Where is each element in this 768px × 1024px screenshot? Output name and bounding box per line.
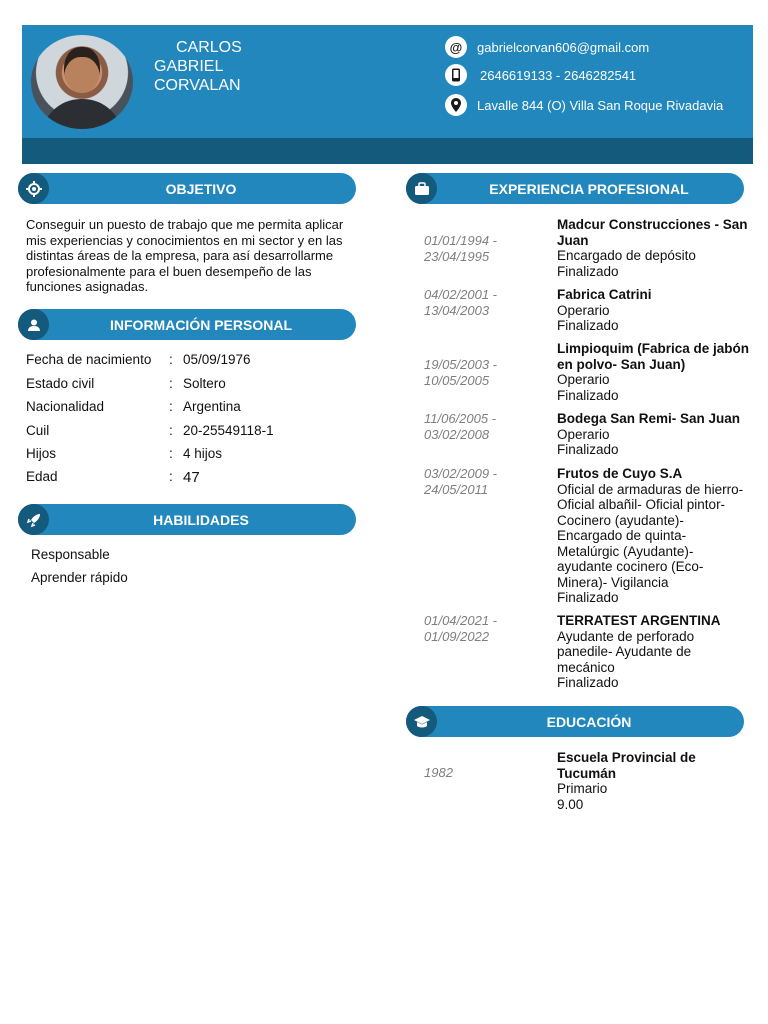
personal-row bbox=[26, 399, 241, 414]
experience-role: Ayudante de perforado panedile- Ayudante de mecánico bbox=[557, 628, 695, 675]
graduation-cap-icon bbox=[406, 706, 437, 737]
experience-entry bbox=[557, 466, 745, 606]
experience-date: 03/02/2009 - 24/05/2011 bbox=[424, 466, 498, 497]
experience-company: Madcur Construcciones - San Juan bbox=[557, 217, 748, 248]
full-name bbox=[154, 38, 274, 95]
personal-colon: : bbox=[169, 376, 173, 391]
personal-value: 20-25549118-1 bbox=[183, 423, 274, 438]
contact-email[interactable] bbox=[445, 36, 649, 58]
experience-status: Finalizado bbox=[557, 387, 619, 403]
skills-title: HABILIDADES bbox=[153, 511, 249, 528]
experience-role: Operario bbox=[557, 426, 610, 442]
personal-label: Cuil bbox=[26, 423, 50, 438]
experience-company: Limpioquim (Fabrica de jabón en polvo- San Juan) bbox=[557, 341, 750, 372]
experience-entry bbox=[557, 341, 757, 403]
personal-title: INFORMACIÓN PERSONAL bbox=[110, 316, 292, 333]
experience-entry bbox=[557, 217, 757, 279]
phone-text: 2646619133 - 2646282541 bbox=[480, 67, 637, 83]
personal-row bbox=[26, 469, 200, 486]
personal-colon: : bbox=[169, 423, 173, 438]
crosshair-icon bbox=[18, 173, 49, 204]
personal-value: Soltero bbox=[183, 376, 226, 391]
personal-label: Nacionalidad bbox=[26, 399, 105, 414]
experience-status: Finalizado bbox=[557, 442, 619, 457]
experience-entry bbox=[557, 287, 757, 334]
personal-value: 47 bbox=[183, 469, 200, 486]
personal-row bbox=[26, 376, 226, 391]
personal-colon: : bbox=[169, 469, 173, 484]
name-line-3: CORVALAN bbox=[154, 77, 241, 94]
section-experience bbox=[406, 173, 744, 204]
contact-phone[interactable] bbox=[445, 64, 636, 86]
experience-date: 04/02/2001 - 13/04/2003 bbox=[424, 287, 498, 318]
phone-icon bbox=[445, 64, 467, 86]
experience-date: 01/01/1994 - 23/04/1995 bbox=[424, 233, 498, 264]
personal-colon: : bbox=[169, 399, 173, 414]
experience-role: Operario bbox=[557, 372, 610, 387]
photo-shirt bbox=[41, 99, 123, 129]
email-text: gabrielcorvan606@gmail.com bbox=[477, 39, 650, 55]
skill-item: Aprender rápido bbox=[31, 570, 128, 585]
experience-status: Finalizado bbox=[557, 675, 619, 690]
section-education bbox=[406, 706, 744, 737]
personal-label: Fecha de nacimiento bbox=[26, 352, 152, 367]
education-school: Escuela Provincial de Tucumán bbox=[557, 750, 696, 781]
objective-title: OBJETIVO bbox=[165, 180, 237, 197]
education-entry bbox=[557, 750, 717, 812]
personal-value: 4 hijos bbox=[183, 446, 223, 461]
personal-row bbox=[26, 446, 222, 461]
skill-item: Responsable bbox=[31, 547, 110, 562]
rocket-icon bbox=[18, 504, 49, 535]
personal-value: 05/09/1976 bbox=[183, 352, 251, 367]
personal-label: Edad bbox=[26, 469, 58, 484]
experience-entry bbox=[557, 613, 737, 691]
personal-label: Hijos bbox=[26, 446, 57, 461]
address-text: Lavalle 844 (O) Villa San Roque Rivadavia bbox=[477, 97, 724, 113]
experience-role: Oficial de armaduras de hierro- Oficial albañil- Oficial pintor- Cocinero (ayudante)- Encargado de quinta- Metalúrgic (Ayudante)- ayudante cocinero (Eco-Minera)- Vigilancia bbox=[557, 481, 744, 590]
experience-date: 11/06/2005 - 03/02/2008 bbox=[424, 411, 497, 442]
experience-company: Fabrica Catrini bbox=[557, 287, 652, 302]
personal-label: Estado civil bbox=[26, 376, 95, 391]
at-icon: @ bbox=[445, 36, 467, 58]
experience-role: Operario bbox=[557, 302, 610, 318]
personal-row bbox=[26, 352, 251, 367]
objective-text: Conseguir un puesto de trabajo que me permita aplicar mis experiencias y conocimientos en mi sector y en las distintas áreas de la empresa, para así desarrollarme profesionalmente para el buen desempeño de las funciones asignadas. bbox=[26, 217, 344, 294]
personal-colon: : bbox=[169, 352, 173, 367]
education-grade: 9.00 bbox=[557, 796, 584, 812]
experience-status: Finalizado bbox=[557, 590, 619, 605]
section-personal bbox=[18, 309, 356, 340]
education-date: 1982 bbox=[424, 765, 453, 780]
user-icon bbox=[18, 309, 49, 340]
experience-entry bbox=[557, 411, 757, 458]
briefcase-icon bbox=[406, 173, 437, 204]
section-skills bbox=[18, 504, 356, 535]
education-level: Primario bbox=[557, 781, 608, 796]
education-title: EDUCACIÓN bbox=[546, 713, 632, 730]
experience-title: EXPERIENCIA PROFESIONAL bbox=[489, 180, 689, 197]
personal-row bbox=[26, 423, 274, 438]
name-line-1: CARLOS bbox=[176, 39, 242, 56]
profile-photo bbox=[31, 35, 133, 129]
experience-company: TERRATEST ARGENTINA bbox=[557, 613, 721, 628]
experience-status: Finalizado bbox=[557, 318, 619, 333]
name-line-2: GABRIEL bbox=[154, 58, 224, 75]
header-band bbox=[22, 138, 753, 164]
personal-colon: : bbox=[169, 446, 173, 461]
experience-date: 01/04/2021 - 01/09/2022 bbox=[424, 613, 498, 644]
contact-address bbox=[445, 94, 723, 116]
section-objective bbox=[18, 173, 356, 204]
experience-company: Bodega San Remi- San Juan bbox=[557, 411, 741, 426]
experience-status: Finalizado bbox=[557, 263, 619, 279]
location-pin-icon bbox=[445, 94, 467, 116]
photo-head bbox=[64, 47, 100, 93]
experience-date: 19/05/2003 - 10/05/2005 bbox=[424, 357, 498, 388]
experience-company: Frutos de Cuyo S.A bbox=[557, 466, 683, 481]
experience-role: Encargado de depósito bbox=[557, 248, 696, 263]
personal-value: Argentina bbox=[183, 399, 241, 414]
